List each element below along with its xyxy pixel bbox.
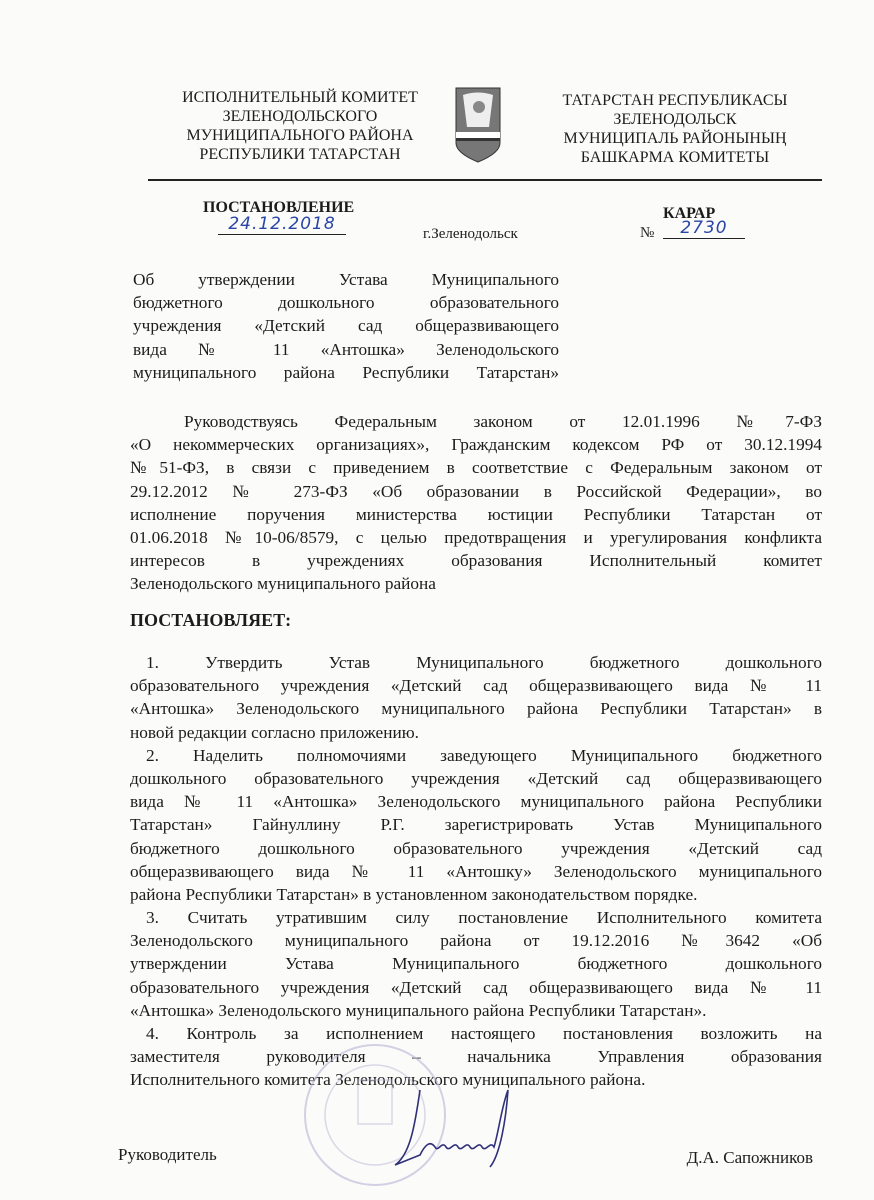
doc-type-tt: КАРАР <box>663 205 716 222</box>
item-line: образовательного учреждения «Детский сад общеразвивающего вида № 11 <box>130 676 822 696</box>
signatory-name: Д.А. Сапожников <box>686 1148 813 1167</box>
item-line: бюджетного дошкольного образовательного учреждения «Детский сад <box>130 838 822 858</box>
item-line: новой редакции согласно приложению. <box>130 722 419 742</box>
signatory-position: Руководитель <box>118 1145 217 1164</box>
header-right-line: ТАТАРСТАН РЕСПУБЛИКАСЫ <box>562 92 788 109</box>
preamble-line: 29.12.2012 № 273-ФЗ «Об образовании в Российской Федерации», во <box>130 481 822 501</box>
title-line: Об утверждении Устава Муниципального <box>133 270 559 289</box>
item-line: «Антошка» Зеленодольского муниципального района Республики Татарстан» в <box>130 699 822 719</box>
number-sign: № <box>640 225 655 241</box>
item-line: Татарстан» Гайнуллину Р.Г. зарегистрировать Устав Муниципального <box>130 815 822 835</box>
item-line: 2. Наделить полномочиями заведующего Муниципального бюджетного <box>146 745 822 765</box>
item-line: Зеленодольского муниципального района от 19.12.2016 №3642 «Об <box>130 931 822 951</box>
title-line: вида № 11 «Антошка» Зеленодольского <box>133 339 559 359</box>
preamble <box>130 410 822 596</box>
preamble-line: Руководствуясь Федеральным законом от 12.01.1996 №7-ФЗ <box>184 412 822 431</box>
document-title <box>133 268 559 384</box>
header-divider <box>148 179 822 181</box>
preamble-line: Зеленодольского муниципального района <box>130 574 436 594</box>
preamble-line: «О некоммерческих организациях», Гражданским кодексом РФ от 30.12.1994 <box>130 435 822 455</box>
item-2 <box>130 744 822 906</box>
doc-date: 24.12.2018 <box>218 214 346 235</box>
item-line: «Антошка» Зеленодольского муниципального района Республики Татарстан». <box>130 1000 707 1020</box>
item-4 <box>130 1022 822 1092</box>
header-left-line: РЕСПУБЛИКИ ТАТАРСТАН <box>199 146 401 163</box>
header-right-line: ЗЕЛЕНОДОЛЬСК <box>613 111 737 128</box>
preamble-line: интересов в учреждениях образования Исполнительный комитет <box>130 551 822 571</box>
item-line: утверждении Устава Муниципального бюджетного дошкольного <box>130 954 822 974</box>
item-line: общеразвивающего вида № 11 «Антошку» Зеленодольского муниципального <box>130 861 822 881</box>
doc-type-ru: ПОСТАНОВЛЕНИЕ <box>203 199 355 216</box>
preamble-line: 01.06.2018 №10-06/8579, с целью предотвращения и урегулирования конфликта <box>130 527 822 547</box>
doc-number: 2730 <box>663 218 745 239</box>
item-line: Исполнительного комитета Зеленодольского муниципального района. <box>130 1070 646 1090</box>
header-left <box>150 88 450 164</box>
item-line: 3. Считать утратившим силу постановление Исполнительного комитета <box>146 908 822 928</box>
preamble-line: исполнение поручения министерства юстиции Республики Татарстан от <box>130 504 822 524</box>
item-line: образовательного учреждения «Детский сад общеразвивающего вида № 11 <box>130 977 822 997</box>
item-line: вида № 11 «Антошка» Зеленодольского муниципального района Республики <box>130 792 822 812</box>
item-line: 4. Контроль за исполнением настоящего постановления возложить на <box>146 1024 822 1043</box>
item-line: дошкольного образовательного учреждения «Детский сад общеразвивающего <box>130 768 822 788</box>
title-line: учреждения «Детский сад общеразвивающего <box>133 316 559 336</box>
title-line: муниципального района Республики Татарстан» <box>133 362 559 382</box>
doc-city: г.Зеленодольск <box>423 226 518 242</box>
header-left-line: ЗЕЛЕНОДОЛЬСКОГО <box>222 108 378 125</box>
header-right <box>540 91 810 167</box>
header-right-line: МУНИЦИПАЛЬ РАЙОНЫНЫҢ <box>563 130 787 147</box>
item-line: заместителя руководителя – начальника Управления образования <box>130 1047 822 1067</box>
preamble-line: №51-ФЗ, в связи с приведением в соответствие с Федеральным законом от <box>130 458 822 478</box>
resolves-heading: ПОСТАНОВЛЯЕТ: <box>130 610 292 630</box>
handwritten-signature <box>390 1085 530 1180</box>
coat-of-arms-icon <box>455 87 501 168</box>
resolution-items <box>130 651 822 1092</box>
header-right-line: БАШКАРМА КОМИТЕТЫ <box>580 149 770 166</box>
item-line: 1. Утвердить Устав Муниципального бюджетного дошкольного <box>146 653 822 672</box>
item-1 <box>130 651 822 744</box>
header-left-line: МУНИЦИПАЛЬНОГО РАЙОНА <box>186 127 414 144</box>
header-left-line: ИСПОЛНИТЕЛЬНЫЙ КОМИТЕТ <box>182 89 418 106</box>
title-line: бюджетного дошкольного образовательного <box>133 293 559 313</box>
item-line: района Республики Татарстан» в установленном законодательством порядке. <box>130 884 698 904</box>
item-3 <box>130 906 822 1022</box>
